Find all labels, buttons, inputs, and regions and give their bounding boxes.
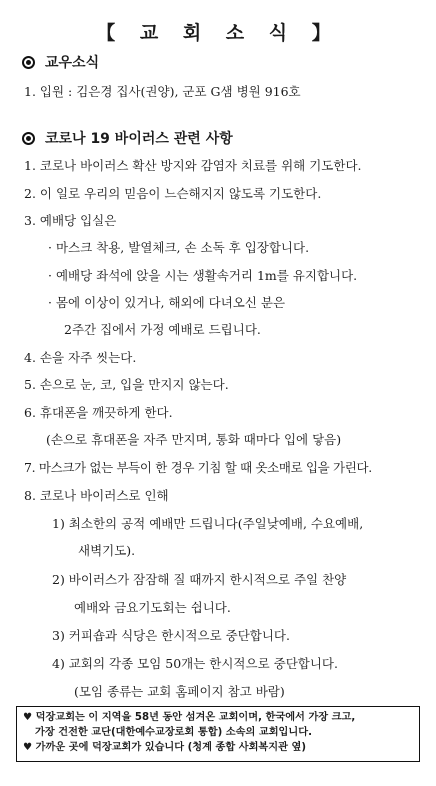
- section-heading-members: [22, 52, 99, 72]
- covid-item-7: 7. 마스크가 없는 부득이 한 경우 기침 할 때 옷소매로 입을 가린다.: [24, 460, 372, 475]
- covid-item-2: 2. 이 일로 우리의 믿음이 느슨해지지 않도록 기도한다.: [24, 186, 322, 201]
- covid-item-8-3: 3) 커피숍과 식당은 한시적으로 중단합니다.: [52, 628, 290, 643]
- covid-item-8: 8. 코로나 바이러스로 인해: [24, 488, 169, 503]
- covid-subitem: · 몸에 이상이 있거나, 해외에 다녀오신 분은: [48, 295, 286, 310]
- covid-item-4: 4. 손을 자주 씻는다.: [24, 350, 137, 365]
- notice-line: ♥ 가까운 곳에 덕장교회가 있습니다 (청계 종합 사회복지관 옆): [23, 742, 307, 753]
- member-news-item: 1. 입원 : 김은경 집사(권양), 군포 G샘 병원 916호: [24, 84, 301, 99]
- covid-item-8-1-continued: 새벽기도).: [78, 543, 136, 558]
- covid-item-8-2-continued: 예배와 금요기도회는 쉽니다.: [74, 600, 231, 615]
- covid-item-8-4-note: (모임 종류는 교회 홈페이지 참고 바람): [74, 684, 285, 699]
- page-title: 【 교 회 소 식 】: [96, 22, 340, 44]
- notice-line: ♥ 덕장교회는 이 지역을 58년 동안 섬겨온 교회이며, 한국에서 가장 크고,: [23, 712, 356, 723]
- section-heading-covid: [22, 128, 233, 148]
- covid-item-3: 3. 예배당 입실은: [24, 213, 117, 228]
- covid-subitem: · 예배당 좌석에 앉을 시는 생활속거리 1m를 유지합니다.: [48, 268, 358, 283]
- circle-bullet-icon: [22, 132, 35, 145]
- covid-item-8-2: 2) 바이러스가 잠잠해 질 때까지 한시적으로 주일 찬양: [52, 572, 347, 587]
- covid-item-1: 1. 코로나 바이러스 확산 방지와 감염자 치료를 위해 기도한다.: [24, 158, 362, 173]
- covid-subitem-continued: 2주간 집에서 가정 예배로 드립니다.: [64, 322, 261, 337]
- covid-item-6-note: (손으로 휴대폰을 자주 만지며, 통화 때마다 입에 닿음): [46, 432, 342, 447]
- covid-item-6: 6. 휴대폰을 깨끗하게 한다.: [24, 405, 173, 420]
- church-notice-box: [16, 706, 420, 762]
- circle-bullet-icon: [22, 56, 35, 69]
- section-heading-label: 코로나 19 바이러스 관련 사항: [45, 131, 233, 147]
- section-heading-label: 교우소식: [45, 55, 100, 71]
- covid-item-5: 5. 손으로 눈, 코, 입을 만지지 않는다.: [24, 377, 229, 392]
- covid-item-8-1: 1) 최소한의 공적 예배만 드립니다(주일낮예배, 수요예배,: [52, 516, 364, 531]
- notice-line: 가장 건전한 교단(대한예수교장로회 통합) 소속의 교회입니다.: [35, 727, 312, 738]
- covid-item-8-4: 4) 교회의 각종 모임 50개는 한시적으로 중단합니다.: [52, 656, 338, 671]
- covid-subitem: · 마스크 착용, 발열체크, 손 소독 후 입장합니다.: [48, 240, 310, 255]
